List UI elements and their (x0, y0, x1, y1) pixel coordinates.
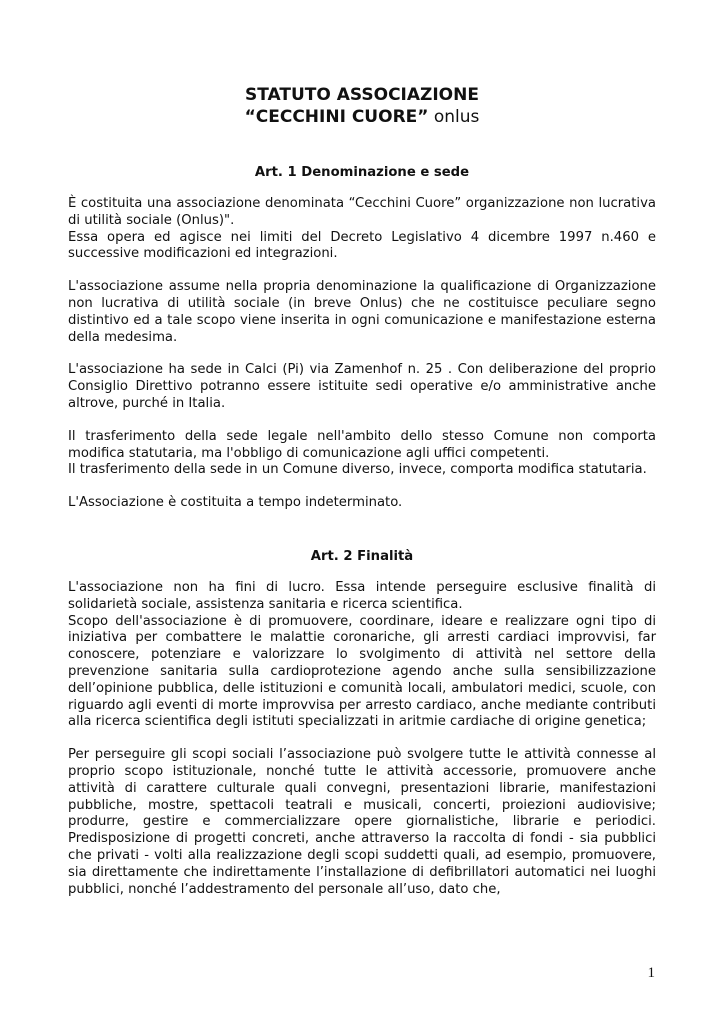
article-2-paragraph: Per perseguire gli scopi sociali l’associazione può svolgere tutte le attività connesse al proprio scopo istituzionale, nonché tutte le attività accessorie, promuovere anche attività di carattere culturale quali convegni, presentazioni librarie, manifestazioni pubbliche, mostre, spettacoli teatrali e musicali, concerti, proiezioni audiovisive; produrre, gestire e commercializzare opere giornalistiche, librarie e periodici. Predisposizione di progetti concreti, anche attraverso la raccolta di fondi - sia pubblici che privati - volti alla realizzazione degli scopi suddetti quali, ad esempio, promuovere, sia direttamente che indirettamente l’installazione di defibrillatori automatici nei luoghi pubblici, nonché l’addestramento del personale all’uso, dato che, (68, 747, 656, 897)
article-1-paragraph: Il trasferimento della sede legale nell'ambito dello stesso Comune non comporta modifica statutaria, ma l'obbligo di comunicazione agli uffici competenti. (68, 428, 656, 461)
article-2 (68, 548, 656, 898)
document-subtitle (68, 106, 656, 128)
article-1-paragraph: È costituita una associazione denominata “Cecchini Cuore” organizzazione non lucrativa di utilità sociale (Onlus)". (68, 196, 656, 228)
article-2-paragraph: Scopo dell'associazione è di promuovere, coordinare, ideare e realizzare ogni tipo di iniziativa per combattere le malattie coronariche, gli arresti cardiaci improvvisi, far conoscere, potenziare e valorizzare lo svolgimento di attività nel settore della prevenzione sanitaria sulla cardioprotezione agendo anche sulla sensibilizzazione dell’opinione pubblica, delle istituzioni e comunità locali, ambulatori medici, scuole, con riguardo agli eventi di morte improvvisa per arresto cardiaco, anche mediante contributi alla ricerca scientifica degli istituti specializzati in aritmie cardiache di origine genetica; (68, 613, 656, 730)
article-2-heading: Art. 2 Finalità (310, 548, 414, 564)
page-number: 1 (647, 965, 655, 981)
article-2-paragraph: L'associazione non ha fini di lucro. Essa intende perseguire esclusive finalità di solidarietà sociale, assistenza sanitaria e ricerca scientifica. (68, 579, 656, 612)
article-1-paragraph: L'Associazione è costituita a tempo indeterminato. (68, 495, 403, 511)
association-name: “CECCHINI CUORE” (244, 107, 429, 127)
article-1-paragraph: Il trasferimento della sede in un Comune diverso, invece, comporta modifica statutaria. (68, 462, 647, 478)
article-1-paragraph: L'associazione ha sede in Calci (Pi) via Zamenhof n. 25 . Con deliberazione del proprio Consiglio Direttivo potranno essere istituite sedi operative e/o amministrative anche altrove, purché in Italia. (68, 362, 656, 411)
article-1 (68, 164, 656, 512)
article-1-paragraph: Essa opera ed agisce nei limiti del Decreto Legislativo 4 dicembre 1997 n.460 e successive modificazioni ed integrazioni. (68, 229, 656, 262)
association-suffix: onlus (433, 107, 480, 127)
article-1-paragraph: L'associazione assume nella propria denominazione la qualificazione di Organizzazione non lucrativa di utilità sociale (in breve Onlus) che ne costituisce peculiare segno distintivo ed a tale scopo viene inserita in ogni comunicazione e manifestazione esterna della medesima. (68, 279, 656, 345)
section-spacer (68, 528, 656, 548)
document-title: STATUTO ASSOCIAZIONE (245, 85, 479, 105)
article-1-heading: Art. 1 Denominazione e sede (254, 165, 470, 180)
document-page (68, 85, 656, 914)
